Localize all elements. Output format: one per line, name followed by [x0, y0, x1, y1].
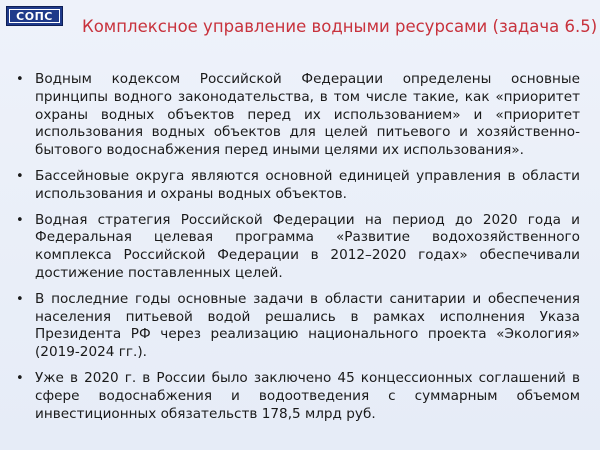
bullet-text: Водным кодексом Российской Федерации определены основные принципы водного законодательства, в том числе такие, как «приоритет охраны водных объектов перед их использованием» и «приоритет использования водных объектов для целей питьевого и хозяйственно-бытового водоснабжения перед иными целями их использования». [35, 71, 580, 159]
bullet-dot-icon: • [16, 370, 24, 386]
bullet-dot-icon: • [16, 72, 24, 87]
bullet-text: Бассейновые округа являются основной единицей управления в области использования и охраны водных объектов. [35, 167, 580, 202]
bullet-item [14, 168, 580, 204]
bullet-dot-icon: • [16, 168, 24, 184]
bullet-list [14, 71, 580, 431]
bullet-item [14, 291, 580, 362]
slide-title: Комплексное управление водными ресурсами (задача 6.5) [82, 17, 598, 36]
bullet-item [14, 71, 580, 160]
bullet-item [14, 370, 580, 423]
bullet-dot-icon: • [16, 291, 24, 307]
bullet-text: Уже в 2020 г. в России было заключено 45 концессионных соглашений в сфере водоснабжения и водоотведения с суммарным объемом инвестиционных обязательств 178,5 млрд руб. [35, 369, 580, 422]
bullet-text: В последние годы основные задачи в области санитарии и обеспечения населения питьевой водой решались в рамках исполнения Указа Президента РФ через реализацию национального проекта «Экология» (2019-2024 гг.). [35, 290, 580, 361]
bullet-item [14, 212, 580, 283]
bullet-dot-icon: • [16, 212, 24, 228]
sops-logo [6, 6, 63, 26]
logo-text: СОПС [9, 9, 60, 23]
bullet-text: Водная стратегия Российской Федерации на период до 2020 года и Федеральная целевая программа «Развитие водохозяйственного комплекса Российской Федерации в 2012–2020 годах» обеспечивали достижение поставленных целей. [35, 211, 580, 281]
